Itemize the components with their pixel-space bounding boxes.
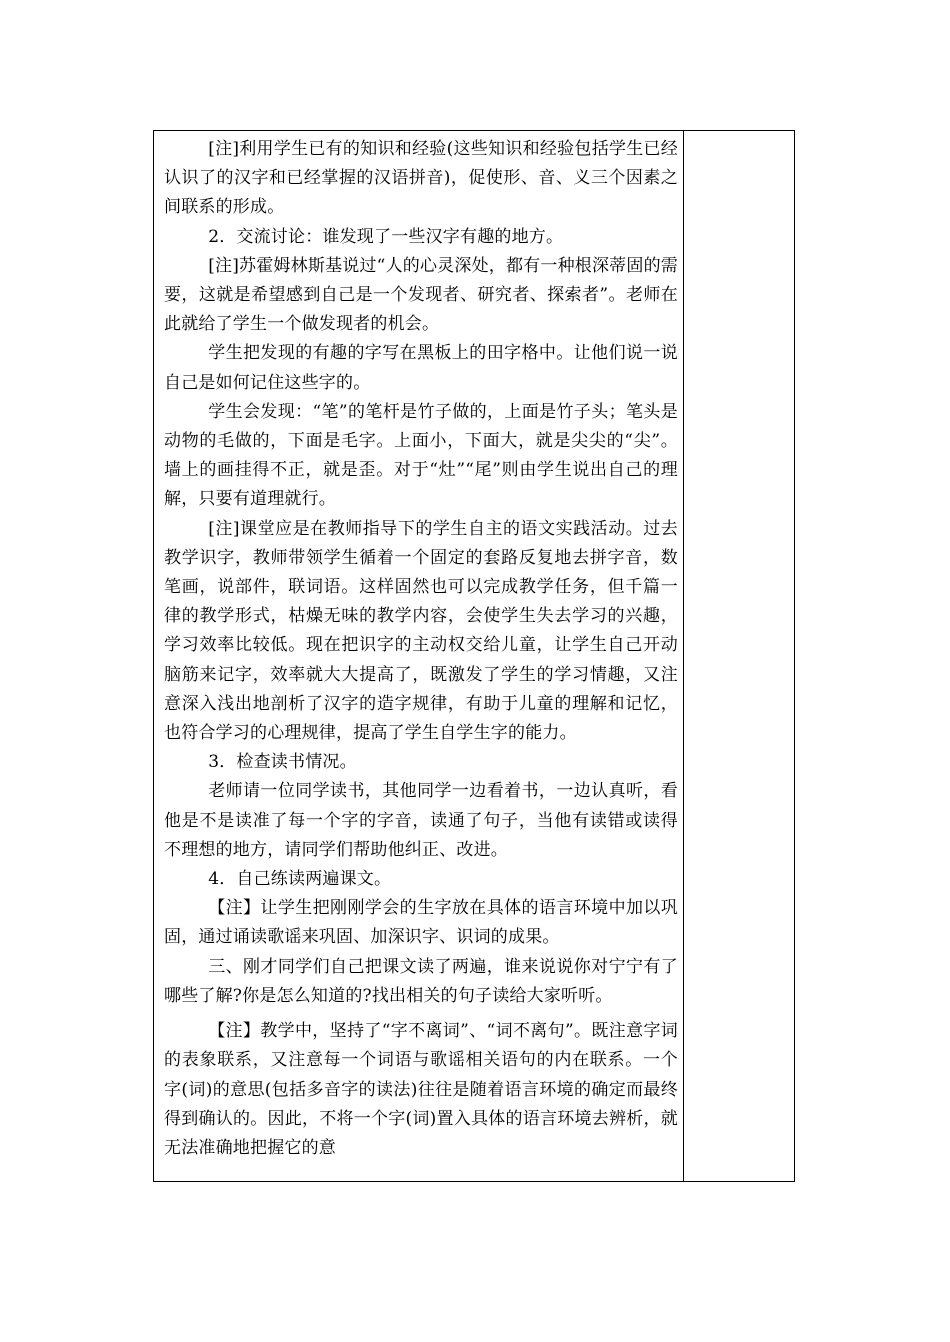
paragraph-note-sukhomlinsky: [注]苏霍姆林斯基说过“人的心灵深处，都有一种根深蒂固的需要，这就是希望感到自己是一个发现者、研究者、探索者”。老师在此就给了学生一个做发现者的机会。 xyxy=(164,255,678,335)
paragraph-blackboard: 学生把发现的有趣的字写在黑板上的田字格中。让他们说一说自己是如何记住这些字的。 xyxy=(164,343,678,393)
paragraph-step-2: 2．交流讨论：谁发现了一些汉字有趣的地方。 xyxy=(208,226,564,247)
paragraph-part-3: 三、刚才同学们自己把课文读了两遍，谁来说说你对宁宁有了哪些了解?你是怎么知道的?找出相关的句子读给大家听听。 xyxy=(164,956,678,1006)
paragraph-reading-check: 老师请一位同学读书，其他同学一边看着书，一边认真听，看他是不是读准了每一个字的字音，读通了句子，当他有读错或读得不理想的地方，请同学们帮助他纠正、改进。 xyxy=(164,781,678,860)
paragraph-note-classroom: [注]课堂应是在教师指导下的学生自主的语文实践活动。过去教学识字，教师带领学生循着一个固定的套路反复地去拼字音，数笔画，说部件，联词语。这样固然也可以完成教学任务，但千篇一律的教学形式，枯燥无味的教学内容，会使学生失去学习的兴趣，学习效率比较低。现在把识字的主动权交给儿童，让学生自己开动脑筋来记字，效率就大大提高了，既激发了学生的学习情趣，又注意深入浅出地剖析了汉字的造字规律，有助于儿童的理解和记忆，也符合学习的心理规律，提高了学生自学生字的能力。 xyxy=(164,518,678,744)
paragraph-step-3: 3．检查读书情况。 xyxy=(208,752,357,773)
paragraph-note-knowledge: [注]利用学生已有的知识和经验(这些知识和经验包括学生已经认识了的汉字和已经掌握的汉语拼音)，促使形、音、义三个因素之间联系的形成。 xyxy=(164,139,678,218)
paragraph-discovery: 学生会发现：“笔”的笔杆是竹子做的，上面是竹子头；笔头是动物的毛做的，下面是毛字。上面小，下面大，就是尖尖的“尖”。墙上的画挂得不正，就是歪。对于“灶”“尾”则由学生说出自己的理解，只要有道理就行。 xyxy=(164,401,678,510)
paragraph-step-4: 4．自己练读两遍课文。 xyxy=(208,869,392,890)
paragraph-note-consolidate: 【注】让学生把刚刚学会的生字放在具体的语言环境中加以巩固，通过诵读歌谣来巩固、加深识字、识词的成果。 xyxy=(164,898,678,948)
notes-cell xyxy=(685,131,794,1181)
paragraph-note-context: 【注】教学中，坚持了“字不离词”、“词不离句”。既注意字词的表象联系，又注意每一个词语与歌谣相关语句的内在联系。一个字(词)的意思(包括多音字的读法)往往是随着语言环境的确定而最终得到确认的。因此，不将一个字(词)置入具体的语言环境去辨析，就无法准确地把握它的意 xyxy=(164,1021,678,1158)
column-divider xyxy=(683,131,684,1181)
lesson-content-cell xyxy=(164,135,678,1179)
lesson-table xyxy=(153,130,795,1182)
